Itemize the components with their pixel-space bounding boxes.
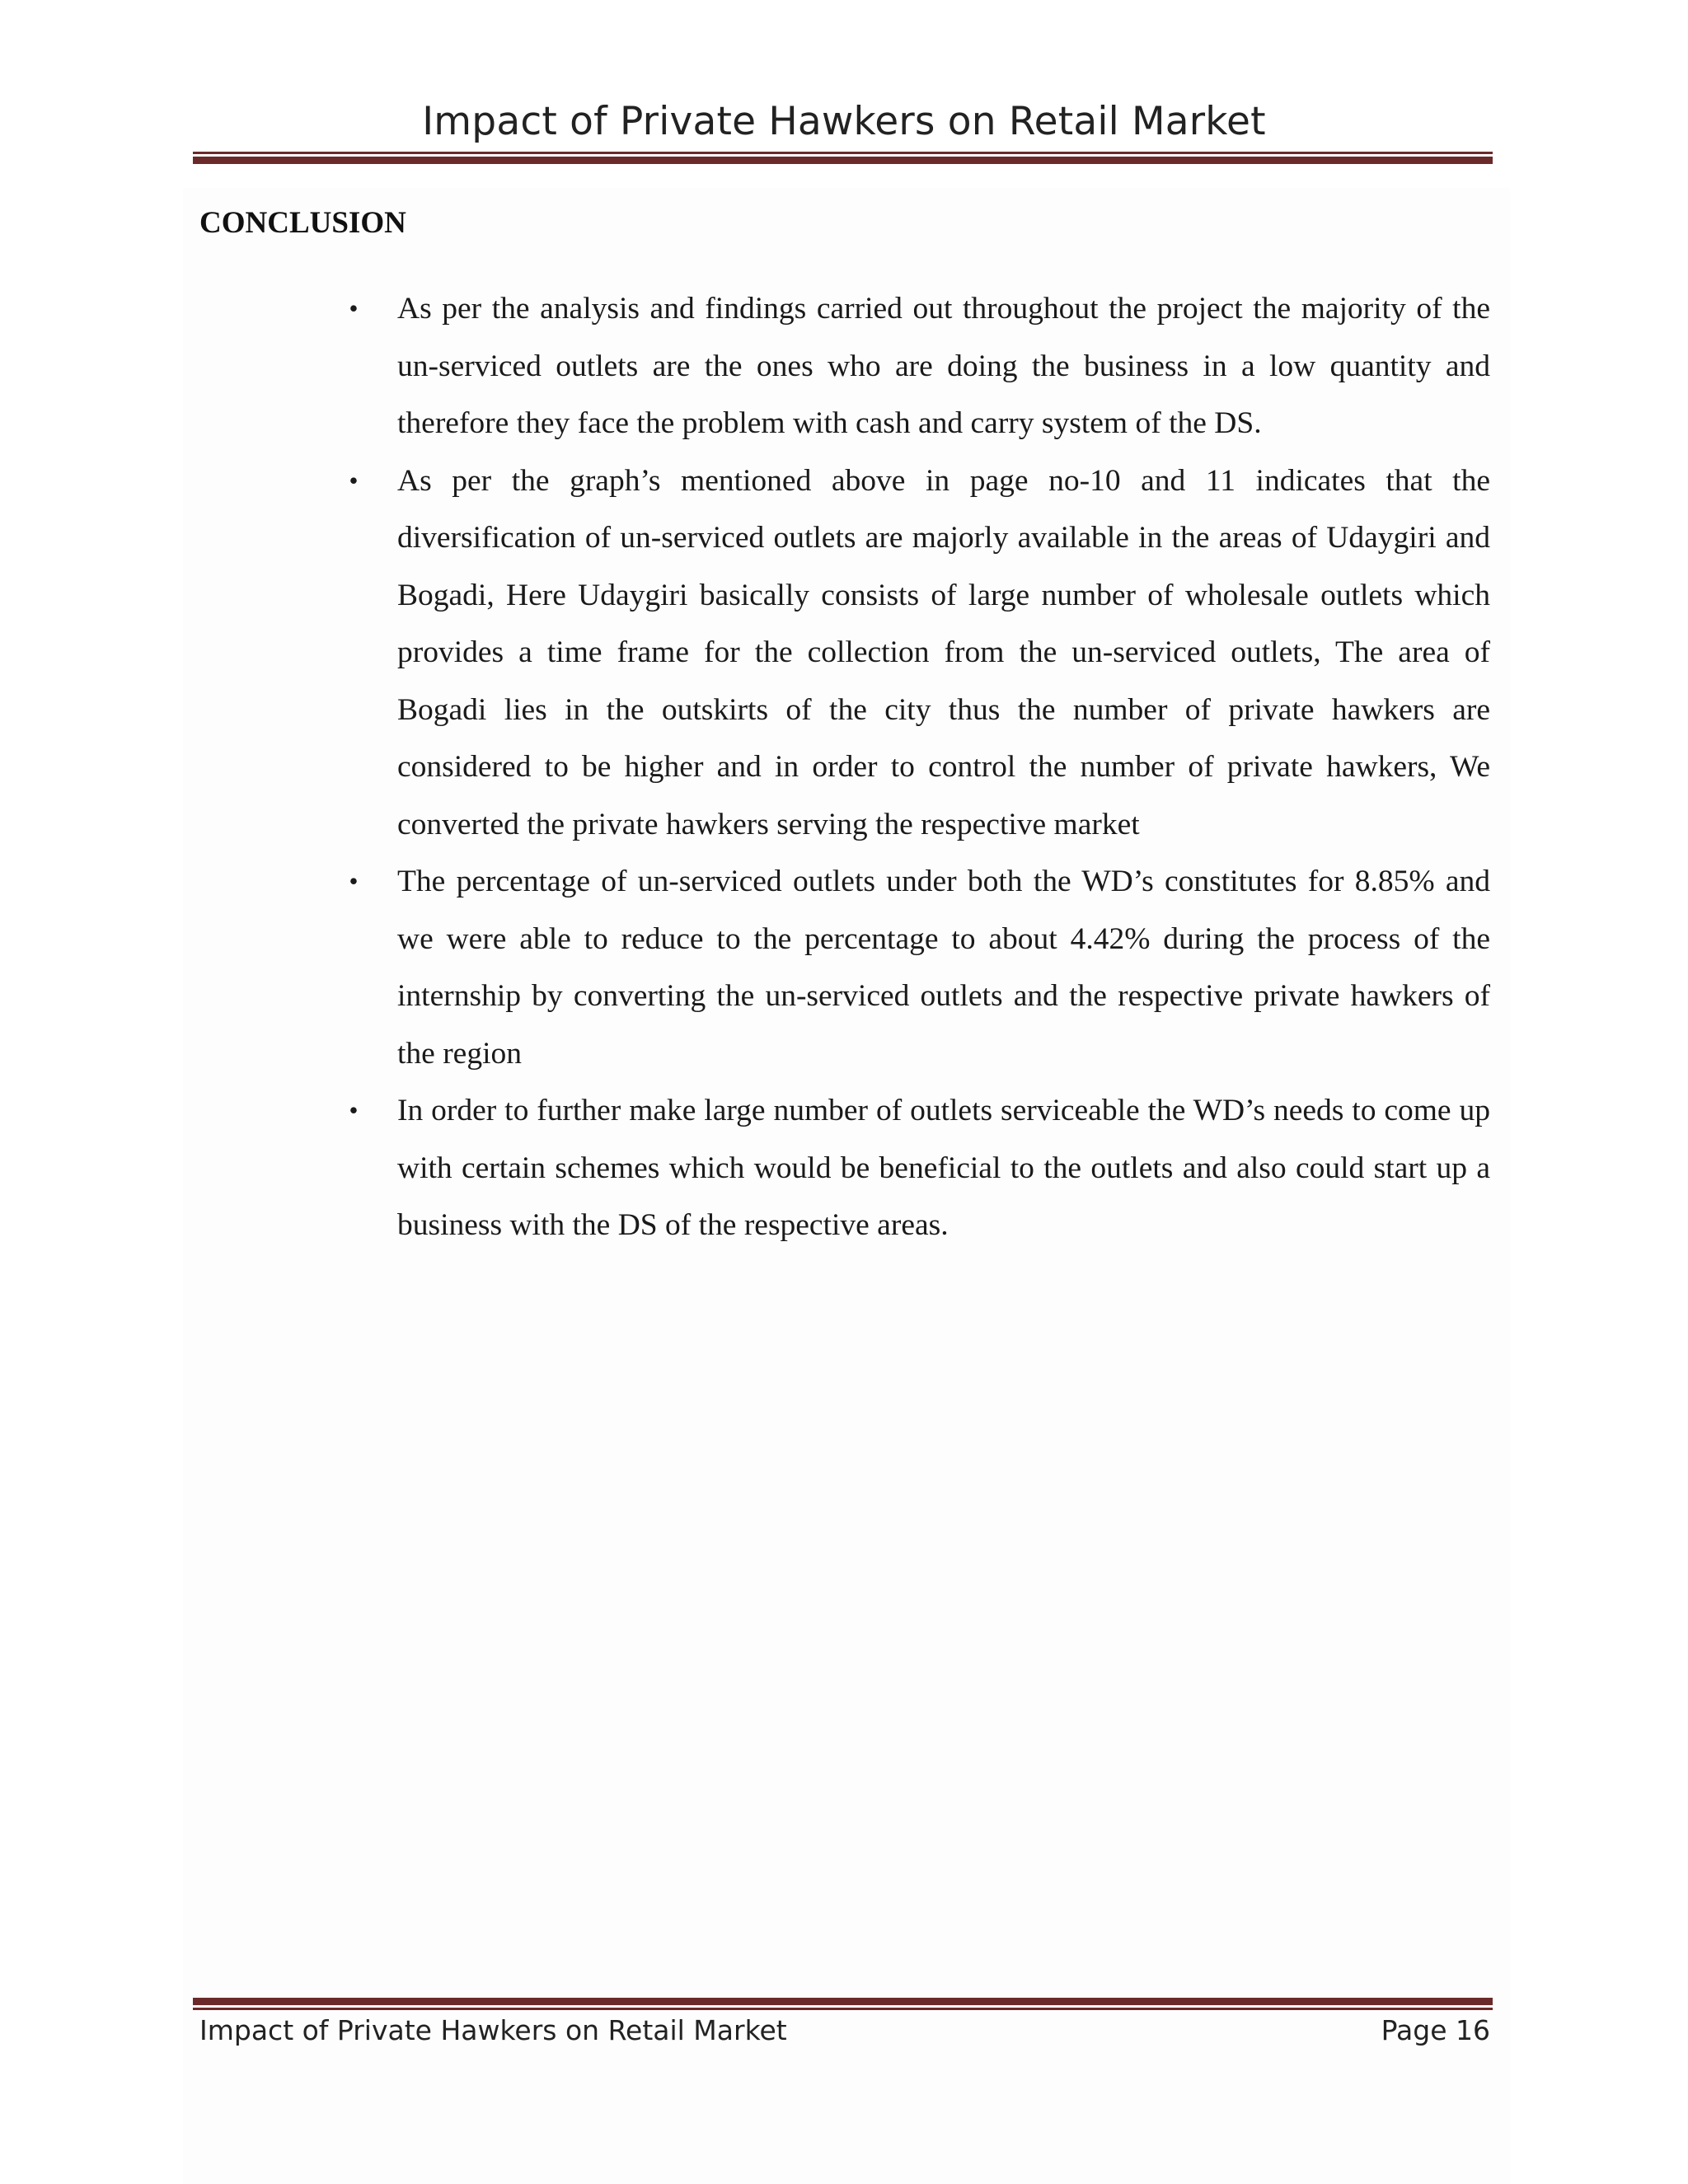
conclusion-bullet-item <box>345 853 1490 1082</box>
footer-rule-thin-line <box>193 2008 1493 2010</box>
footer-document-title: Impact of Private Hawkers on Retail Market <box>199 2014 787 2046</box>
footer-page-number: Page 16 <box>1381 2014 1490 2046</box>
footer-rule <box>193 1998 1493 2010</box>
bullet-icon: • <box>349 866 359 896</box>
bullet-icon: • <box>349 293 359 323</box>
bullet-text: The percentage of un-serviced outlets under both the WD’s constitutes for 8.85% and we were able to reduce to the percentage to about 4.42% during the process of the internship by converting the un-serviced outlets and the respective private hawkers of the region <box>397 865 1490 1071</box>
section-heading: CONCLUSION <box>199 206 406 240</box>
conclusion-bullet-item <box>345 280 1490 452</box>
bullet-text: As per the graph’s mentioned above in page no-10 and 11 indicates that the diversification of un-serviced outlets are majorly available in the areas of Udaygiri and Bogadi, Here Udaygiri basically consists of large number of wholesale outlets which provides a time frame for the collection from the un-serviced outlets, The area of Bogadi lies in the outskirts of the city thus the number of private hawkers are considered to be higher and in order to control the number of private hawkers, We converted the private hawkers serving the respective market <box>397 463 1490 841</box>
bullet-text: As per the analysis and findings carried out throughout the project the majority of the un-serviced outlets are the ones who are doing the business in a low quantity and therefore they face the problem with cash and carry system of the DS. <box>397 292 1490 440</box>
conclusion-bullet-item <box>345 452 1490 854</box>
bullet-icon: • <box>349 465 359 495</box>
bullet-text: In order to further make large number of outlets serviceable the WD’s needs to come up with certain schemes which would be beneficial to the outlets and also could start up a business with the DS of the respective areas. <box>397 1094 1490 1242</box>
conclusion-bullet-list <box>345 280 1490 1254</box>
page-header-title: Impact of Private Hawkers on Retail Market <box>422 99 1266 144</box>
bullet-icon: • <box>349 1095 359 1125</box>
header-rule <box>193 152 1493 164</box>
conclusion-bullet-item <box>345 1082 1490 1254</box>
footer-rule-thick-line <box>193 1998 1493 2005</box>
header-rule-thick-line <box>193 157 1493 164</box>
